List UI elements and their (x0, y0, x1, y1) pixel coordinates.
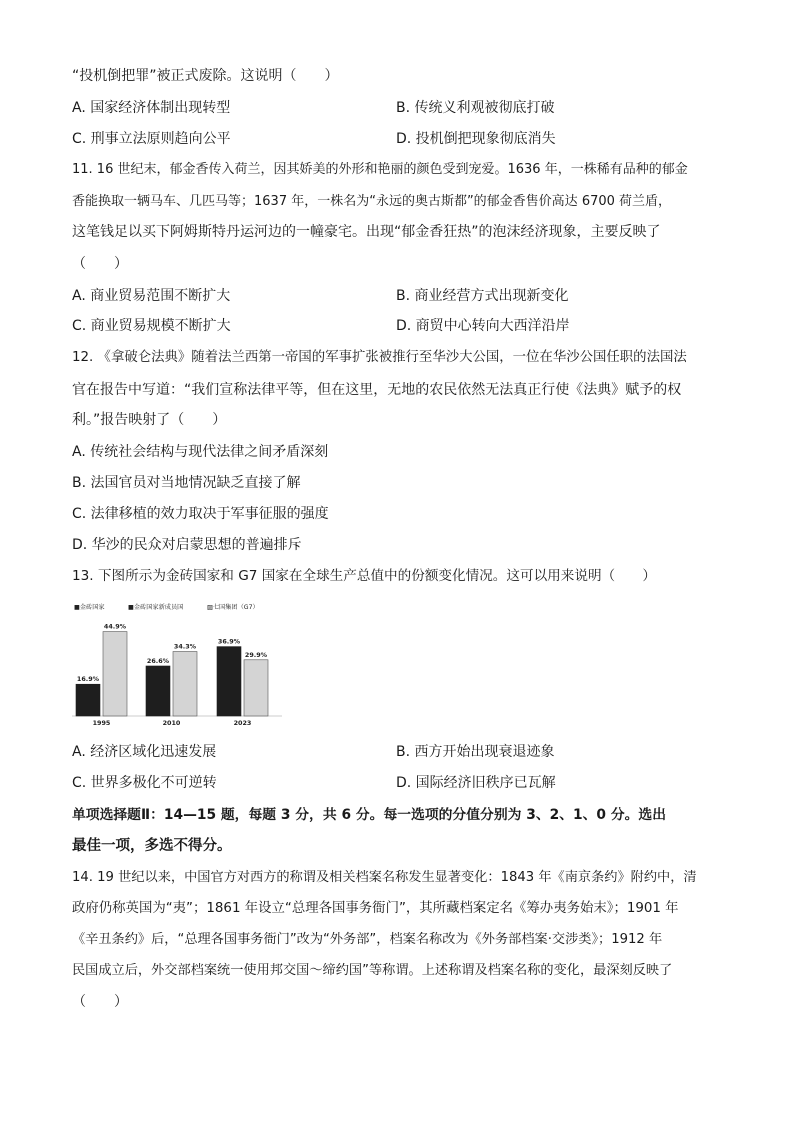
x-tick-1995: 1995 (92, 719, 111, 727)
x-tick-2023: 2023 (233, 719, 252, 727)
q14-stem-line-3: 《辛丑条约》后，“总理各国事务衙门”改为“外务部”，档案名称改为《外务部档案·交涉类》；1912 年 (72, 932, 663, 947)
q10-stem: “投机倒把罪”被正式废除。这说明（ ） (72, 68, 339, 84)
legend-g7: ▨七国集团（G7） (207, 604, 259, 611)
q12-stem-line-2: 官在报告中写道：“我们宣称法律平等，但在这里，无地的农民依然无法真正行使《法典》赋予的权 (72, 382, 682, 398)
q14-stem-line-4: 民国成立后，外交部档案统一使用邦交国～缔约国”等称谓。上述称谓及档案名称的变化，最深刻反映了 (72, 963, 673, 978)
q12-option-b[interactable]: B. 法国官员对当地情况缺乏直接了解 (72, 475, 301, 491)
bar-2010-brics (146, 666, 170, 716)
data-label-2010-0: 26.6% (146, 656, 170, 665)
data-label-2023-0: 36.9% (217, 637, 241, 646)
q14-stem-line-1: 14. 19 世纪以来，中国官方对西方的称谓及相关档案名称发生显著变化：1843 年《南京条约》附约中，清 (72, 870, 697, 885)
q11-stem-line-2: 香能换取一辆马车、几匹马等；1637 年，一株名为“永远的奥古斯都”的郁金香售价高达 6700 荷兰盾， (72, 194, 672, 209)
data-label-2023-1: 29.9% (244, 650, 268, 659)
section-2-heading-line-2: 最佳一项，多选不得分。 (72, 838, 232, 854)
q13-option-b[interactable]: B. 西方开始出现衰退迹象 (396, 744, 555, 760)
bar-2010-g7 (173, 652, 197, 716)
q13-stem: 13. 下图所示为金砖国家和 G7 国家在全球生产总值中的份额变化情况。这可以用来说明（ ） (72, 568, 656, 584)
legend-brics-new-members: ■金砖国家新成员国 (128, 604, 184, 611)
chart-x-ticks (93, 719, 252, 727)
q13-option-c[interactable]: C. 世界多极化不可逆转 (72, 775, 217, 791)
q11-option-a[interactable]: A. 商业贸易范围不断扩大 (72, 288, 231, 304)
bar-2023-g7 (244, 660, 268, 716)
bar-1995-g7 (103, 632, 127, 716)
q11-stem-line-4: （ ） (72, 256, 128, 272)
q10-option-a[interactable]: A. 国家经济体制出现转型 (72, 100, 231, 116)
q12-stem-line-3: 利。”报告映射了（ ） (72, 412, 227, 428)
q13-option-d[interactable]: D. 国际经济旧秩序已瓦解 (396, 775, 556, 791)
q13-option-a[interactable]: A. 经济区域化迅速发展 (72, 744, 217, 760)
q14-stem-line-2: 政府仍称英国为“夷”；1861 年设立“总理各国事务衙门”，其所藏档案定名《筹办夷务始末》；1901 年 (72, 901, 679, 916)
q14-stem-line-5: （ ） (72, 994, 128, 1010)
q13-bar-chart (72, 600, 282, 730)
data-label-2010-1: 34.3% (173, 642, 197, 651)
q11-option-d[interactable]: D. 商贸中心转向大西洋沿岸 (396, 318, 570, 334)
q12-option-c[interactable]: C. 法律移植的效力取决于军事征服的强度 (72, 506, 329, 522)
x-tick-2010: 2010 (162, 719, 181, 727)
q11-option-b[interactable]: B. 商业经营方式出现新变化 (396, 288, 569, 304)
bar-2023-brics-new-members (217, 647, 241, 716)
q11-stem-line-1: 11. 16 世纪末，郁金香传入荷兰，因其娇美的外形和艳丽的颜色受到宠爱。1636 年，一株稀有品种的郁金 (72, 162, 688, 177)
q12-option-a[interactable]: A. 传统社会结构与现代法律之间矛盾深刻 (72, 444, 329, 460)
legend-brics: ■金砖国家 (74, 604, 105, 611)
chart-legend (74, 603, 259, 611)
q10-option-d[interactable]: D. 投机倒把现象彻底消失 (396, 131, 556, 147)
bar-1995-brics (76, 684, 100, 716)
q10-option-c[interactable]: C. 刑事立法原则趋向公平 (72, 131, 231, 147)
q11-stem-line-3: 这笔钱足以买下阿姆斯特丹运河边的一幢豪宅。出现“郁金香狂热”的泡沫经济现象，主要反映了 (72, 224, 661, 240)
q10-option-b[interactable]: B. 传统义利观被彻底打破 (396, 100, 555, 116)
q11-option-c[interactable]: C. 商业贸易规模不断扩大 (72, 318, 231, 334)
section-2-heading-line-1: 单项选择题Ⅱ：14—15 题，每题 3 分，共 6 分。每一选项的分值分别为 3、2、1、0 分。选出 (72, 807, 667, 823)
data-label-1995-1: 44.9% (103, 622, 127, 631)
q12-option-d[interactable]: D. 华沙的民众对启蒙思想的普遍排斥 (72, 537, 302, 553)
q12-stem-line-1: 12. 《拿破仑法典》随着法兰西第一帝国的军事扩张被推行至华沙大公国，一位在华沙公国任职的法国法 (72, 350, 687, 365)
data-label-1995-0: 16.9% (76, 675, 100, 684)
